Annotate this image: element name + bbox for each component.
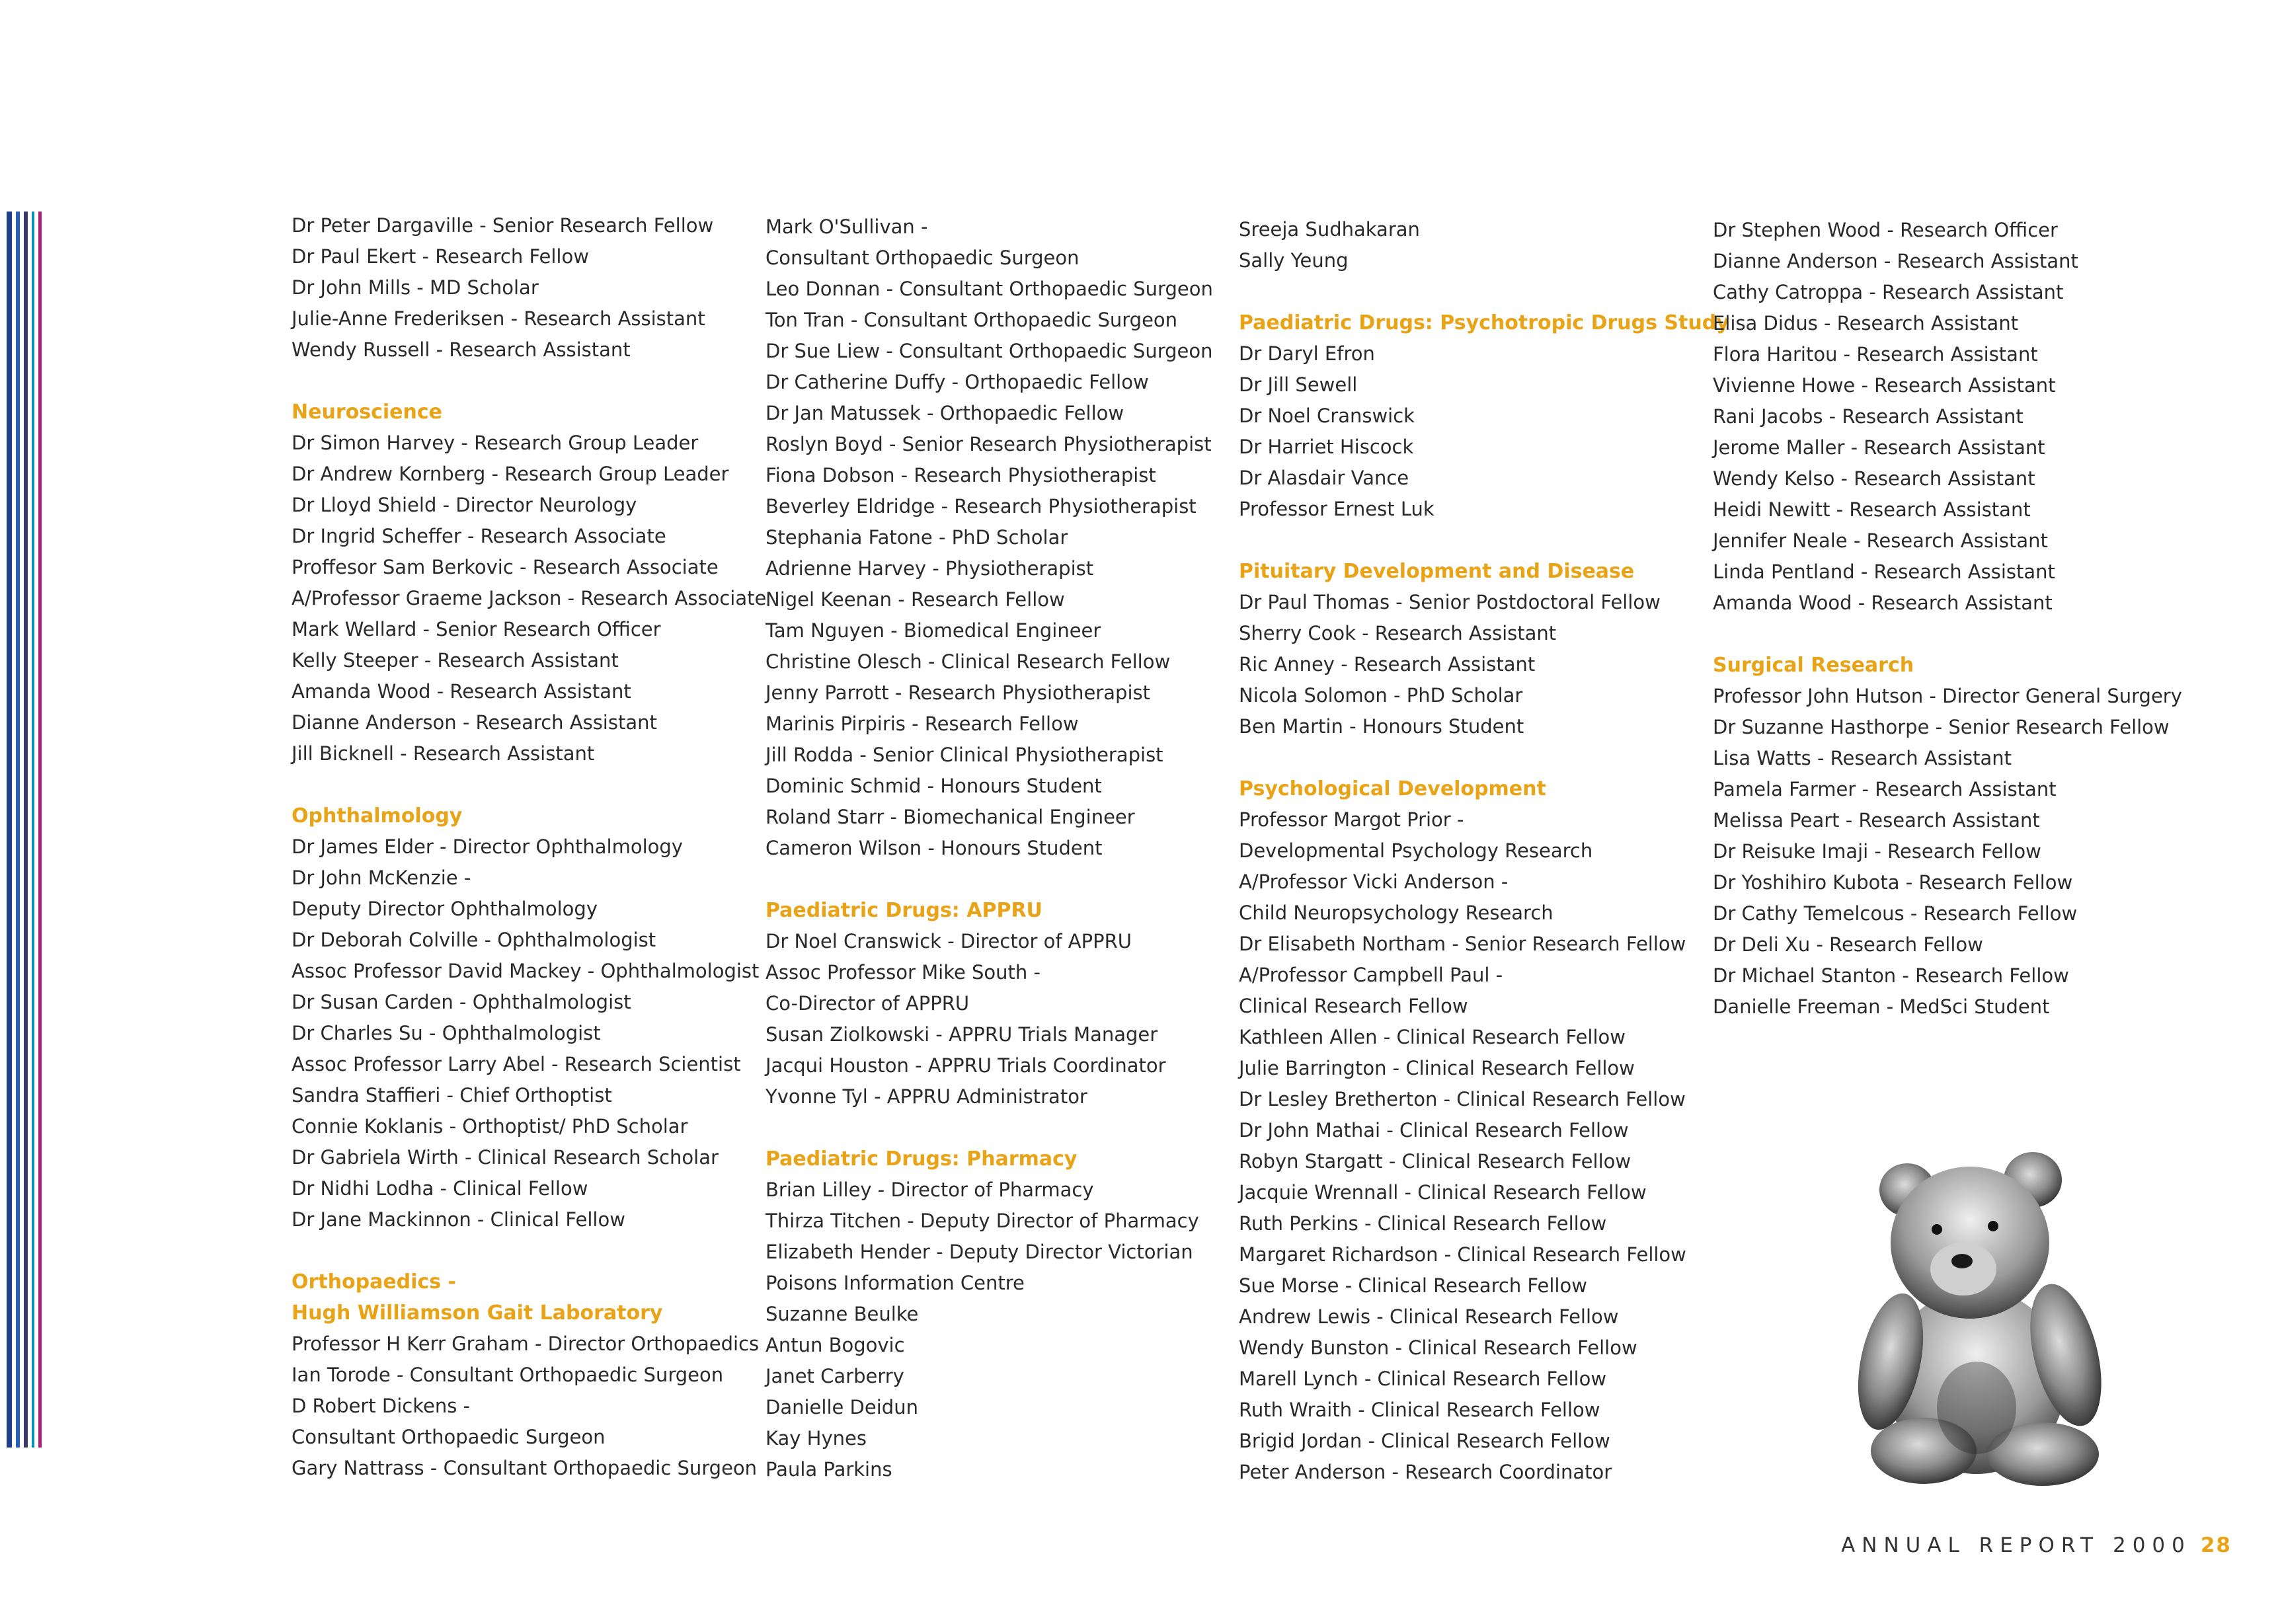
staff-entry: Gary Nattrass - Consultant Orthopaedic Surgeon [292,1457,758,1479]
section-heading: Pituitary Development and Disease [1239,560,1635,583]
staff-entry: Danielle Deidun [766,1396,918,1418]
staff-entry: Jerome Maller - Research Assistant [1713,436,2045,459]
page-number: 28 [2200,1533,2232,1557]
staff-entry: Kelly Steeper - Research Assistant [292,649,619,672]
section-heading: Paediatric Drugs: Pharmacy [766,1147,1078,1171]
staff-entry: Cathy Catroppa - Research Assistant [1713,281,2064,303]
staff-entry: Amanda Wood - Research Assistant [292,680,631,703]
staff-entry: Jacqui Houston - APPRU Trials Coordinator [766,1054,1166,1077]
staff-entry: Assoc Professor Larry Abel - Research Scientist [292,1053,741,1075]
staff-entry: Dr Catherine Duffy - Orthopaedic Fellow [766,371,1149,393]
staff-entry: Dr Stephen Wood - Research Officer [1713,219,2058,241]
staff-entry: Consultant Orthopaedic Surgeon [766,247,1080,269]
staff-entry: Dr Noel Cranswick - Director of APPRU [766,930,1132,952]
section-heading: Neuroscience [292,401,442,424]
edge-color-strip [16,212,20,1448]
staff-section [1239,773,1702,1488]
staff-section [1239,556,1702,742]
staff-entry: Assoc Professor Mike South - [766,961,1041,984]
staff-entry: Developmental Psychology Research [1239,839,1593,862]
staff-entry: Sandra Staffieri - Chief Orthoptist [292,1084,612,1106]
staff-entry: Julie-Anne Frederiksen - Research Assistant [292,307,705,330]
edge-color-strip [32,212,34,1448]
staff-entry: Sue Morse - Clinical Research Fellow [1239,1274,1587,1297]
staff-entry: Janet Carberry [766,1365,904,1387]
staff-entry: Ruth Perkins - Clinical Research Fellow [1239,1212,1607,1235]
staff-entry: Dianne Anderson - Research Assistant [292,711,657,734]
section-heading: Paediatric Drugs: APPRU [766,899,1042,922]
staff-entry: Dr Suzanne Hasthorpe - Senior Research Fellow [1713,716,2170,738]
staff-entry: Christine Olesch - Clinical Research Fellow [766,650,1171,673]
staff-entry: Flora Haritou - Research Assistant [1713,343,2038,366]
staff-entry: Pamela Farmer - Research Assistant [1713,778,2057,800]
staff-entry: Paula Parkins [766,1458,892,1481]
staff-entry: Suzanne Beulke [766,1303,919,1325]
teddy-bear-photo-icon [1844,1143,2122,1487]
staff-entry: Robyn Stargatt - Clinical Research Fellow [1239,1150,1631,1173]
staff-entry: Cameron Wilson - Honours Student [766,837,1103,859]
staff-entry: Dr Jan Matussek - Orthopaedic Fellow [766,402,1124,424]
staff-entry: Connie Koklanis - Orthoptist/ PhD Scholar [292,1115,688,1138]
staff-entry: Dr Peter Dargaville - Senior Research Fellow [292,214,714,237]
staff-entry: Dr Jane Mackinnon - Clinical Fellow [292,1208,625,1231]
staff-entry: Andrew Lewis - Clinical Research Fellow [1239,1305,1619,1328]
staff-entry: Fiona Dobson - Research Physiotherapist [766,464,1156,486]
staff-entry: Dr Sue Liew - Consultant Orthopaedic Surgeon [766,340,1213,362]
staff-entry: Ton Tran - Consultant Orthopaedic Surgeon [766,309,1178,331]
staff-entry: Dr Deborah Colville - Ophthalmologist [292,929,656,951]
staff-entry: A/Professor Campbell Paul - [1239,964,1503,986]
staff-entry: Dr James Elder - Director Ophthalmology [292,835,683,858]
staff-entry: Roslyn Boyd - Senior Research Physiotherapist [766,433,1212,455]
staff-entry: Dr Lloyd Shield - Director Neurology [292,494,637,516]
staff-section [1239,307,1729,525]
staff-entry: Dianne Anderson - Research Assistant [1713,250,2078,272]
staff-entry: Stephania Fatone - PhD Scholar [766,526,1068,549]
staff-entry: Proffesor Sam Berkovic - Research Associate [292,556,719,578]
staff-entry: Wendy Kelso - Research Assistant [1713,467,2035,490]
staff-entry: Danielle Freeman - MedSci Student [1713,995,2050,1018]
section-heading: Ophthalmology [292,804,463,828]
staff-entry: Ian Torode - Consultant Orthopaedic Surgeon [292,1364,724,1386]
staff-entry: Tam Nguyen - Biomedical Engineer [766,619,1101,642]
staff-entry: A/Professor Graeme Jackson - Research Associate [292,587,767,609]
report-title: ANNUAL REPORT 2000 [1841,1533,2191,1557]
staff-entry: Professor John Hutson - Director General Surgery [1713,685,2182,707]
staff-entry: Dr Jill Sewell [1239,373,1358,396]
staff-entry: Ben Martin - Honours Student [1239,715,1524,738]
staff-entry: Dr Michael Stanton - Research Fellow [1713,964,2069,987]
staff-entry: Rani Jacobs - Research Assistant [1713,405,2023,428]
staff-entry: Brian Lilley - Director of Pharmacy [766,1179,1094,1201]
edge-color-strip [7,212,12,1448]
staff-entry: Elizabeth Hender - Deputy Director Victorian [766,1241,1193,1263]
staff-entry: Dr Paul Thomas - Senior Postdoctoral Fellow [1239,591,1661,613]
staff-entry: Sally Yeung [1239,249,1349,272]
staff-section [1713,650,2182,1023]
edge-color-strip [38,212,42,1448]
staff-entry: Co-Director of APPRU [766,992,970,1015]
staff-entry: Susan Ziolkowski - APPRU Trials Manager [766,1023,1158,1046]
staff-entry: Dr Paul Ekert - Research Fellow [292,245,589,268]
staff-entry: A/Professor Vicki Anderson - [1239,870,1509,893]
staff-section [766,895,1228,1112]
staff-entry: Nicola Solomon - PhD Scholar [1239,684,1523,707]
staff-entry: Antun Bogovic [766,1334,905,1356]
staff-entry: Heidi Newitt - Research Assistant [1713,498,2031,521]
staff-entry: Dr Gabriela Wirth - Clinical Research Scholar [292,1146,719,1169]
staff-entry: Dr John Mathai - Clinical Research Fellow [1239,1119,1629,1141]
staff-entry: Dr Susan Carden - Ophthalmologist [292,991,631,1013]
section-heading: Paediatric Drugs: Psychotropic Drugs Study [1239,311,1729,334]
staff-entry: Dr Elisabeth Northam - Senior Research Fellow [1239,933,1686,955]
staff-entry: D Robert Dickens - [292,1395,471,1417]
staff-entry: Ruth Wraith - Clinical Research Fellow [1239,1399,1600,1421]
staff-entry: Dr Nidhi Lodha - Clinical Fellow [292,1177,588,1200]
staff-entry: Adrienne Harvey - Physiotherapist [766,557,1094,580]
staff-entry: Consultant Orthopaedic Surgeon [292,1426,606,1448]
staff-entry: Deputy Director Ophthalmology [292,898,598,920]
staff-section [292,1266,760,1484]
staff-entry: Assoc Professor David Mackey - Ophthalmologist [292,960,760,982]
staff-entry: Elisa Didus - Research Assistant [1713,312,2019,334]
staff-entry: Jenny Parrott - Research Physiotherapist [766,681,1150,704]
staff-entry: Professor Ernest Luk [1239,498,1434,520]
staff-entry: Wendy Bunston - Clinical Research Fellow [1239,1336,1637,1359]
staff-entry: Dr Reisuke Imaji - Research Fellow [1713,840,2041,863]
staff-entry: Beverley Eldridge - Research Physiotherapist [766,495,1197,518]
staff-column-2 [766,212,1228,1516]
staff-entry: Melissa Peart - Research Assistant [1713,809,2040,831]
staff-column-4 [1713,215,2182,1054]
staff-entry: Dr Lesley Bretherton - Clinical Research Fellow [1239,1088,1686,1110]
staff-entry: Clinical Research Fellow [1239,995,1468,1017]
staff-entry: Kathleen Allen - Clinical Research Fellow [1239,1026,1626,1048]
staff-entry: Dr Cathy Temelcous - Research Fellow [1713,902,2078,925]
staff-entry: Jill Rodda - Senior Clinical Physiotherapist [766,744,1163,766]
staff-entry: Jill Bicknell - Research Assistant [292,742,595,765]
staff-entry: Professor H Kerr Graham - Director Orthopaedics [292,1333,760,1355]
staff-entry: Dr Daryl Efron [1239,342,1375,365]
staff-entry: Child Neuropsychology Research [1239,902,1553,924]
staff-section [292,800,760,1235]
staff-section [292,210,754,366]
staff-entry: Dr Simon Harvey - Research Group Leader [292,432,699,454]
section-heading: Surgical Research [1713,654,1914,677]
staff-entry: Dr Alasdair Vance [1239,467,1409,489]
section-heading: Psychological Development [1239,777,1546,800]
staff-entry: Nigel Keenan - Research Fellow [766,588,1065,611]
staff-entry: Dr John Mills - MD Scholar [292,276,539,299]
section-heading: Orthopaedics - [292,1270,456,1294]
staff-entry: Vivienne Howe - Research Assistant [1713,374,2056,397]
staff-entry: Linda Pentland - Research Assistant [1713,561,2055,583]
staff-entry: Yvonne Tyl - APPRU Administrator [766,1085,1087,1108]
staff-column-3 [1239,214,1729,1519]
page-footer [1841,1533,2232,1557]
staff-entry: Kay Hynes [766,1427,867,1450]
staff-entry: Mark O'Sullivan - [766,215,928,238]
staff-entry: Julie Barrington - Clinical Research Fellow [1239,1057,1635,1079]
staff-entry: Dr Deli Xu - Research Fellow [1713,933,1983,956]
staff-entry: Peter Anderson - Research Coordinator [1239,1461,1612,1483]
staff-entry: Mark Wellard - Senior Research Officer [292,618,661,640]
staff-entry: Poisons Information Centre [766,1272,1025,1294]
staff-entry: Amanda Wood - Research Assistant [1713,592,2053,614]
staff-entry: Dr John McKenzie - [292,867,471,889]
edge-color-strip [24,212,28,1448]
staff-entry: Jacquie Wrennall - Clinical Research Fellow [1239,1181,1647,1204]
staff-entry: Lisa Watts - Research Assistant [1713,747,2012,769]
staff-section [766,1143,1228,1485]
staff-section [766,212,1228,864]
staff-entry: Jennifer Neale - Research Assistant [1713,529,2048,552]
staff-entry: Dr Charles Su - Ophthalmologist [292,1022,601,1044]
staff-entry: Dr Yoshihiro Kubota - Research Fellow [1713,871,2073,894]
staff-entry: Marinis Pirpiris - Research Fellow [766,713,1079,735]
staff-entry: Professor Margot Prior - [1239,808,1464,831]
staff-entry: Marell Lynch - Clinical Research Fellow [1239,1368,1607,1390]
staff-column-1 [292,210,767,1515]
staff-entry: Dr Ingrid Scheffer - Research Associate [292,525,666,547]
staff-entry: Dr Noel Cranswick [1239,405,1415,427]
staff-entry: Ric Anney - Research Assistant [1239,653,1536,676]
staff-entry: Leo Donnan - Consultant Orthopaedic Surgeon [766,278,1213,300]
staff-entry: Dominic Schmid - Honours Student [766,775,1102,797]
staff-entry: Dr Harriet Hiscock [1239,436,1414,458]
staff-section [292,397,767,769]
section-heading: Hugh Williamson Gait Laboratory [292,1301,663,1325]
staff-entry: Sherry Cook - Research Assistant [1239,622,1557,644]
staff-entry: Dr Andrew Kornberg - Research Group Leader [292,463,729,485]
staff-section [1239,214,1702,276]
staff-entry: Wendy Russell - Research Assistant [292,338,631,361]
staff-section [1713,215,2176,619]
staff-entry: Thirza Titchen - Deputy Director of Pharmacy [766,1210,1199,1232]
staff-entry: Brigid Jordan - Clinical Research Fellow [1239,1430,1610,1452]
staff-entry: Margaret Richardson - Clinical Research Fellow [1239,1243,1686,1266]
staff-entry: Roland Starr - Biomechanical Engineer [766,806,1135,828]
staff-entry: Sreeja Sudhakaran [1239,218,1420,241]
